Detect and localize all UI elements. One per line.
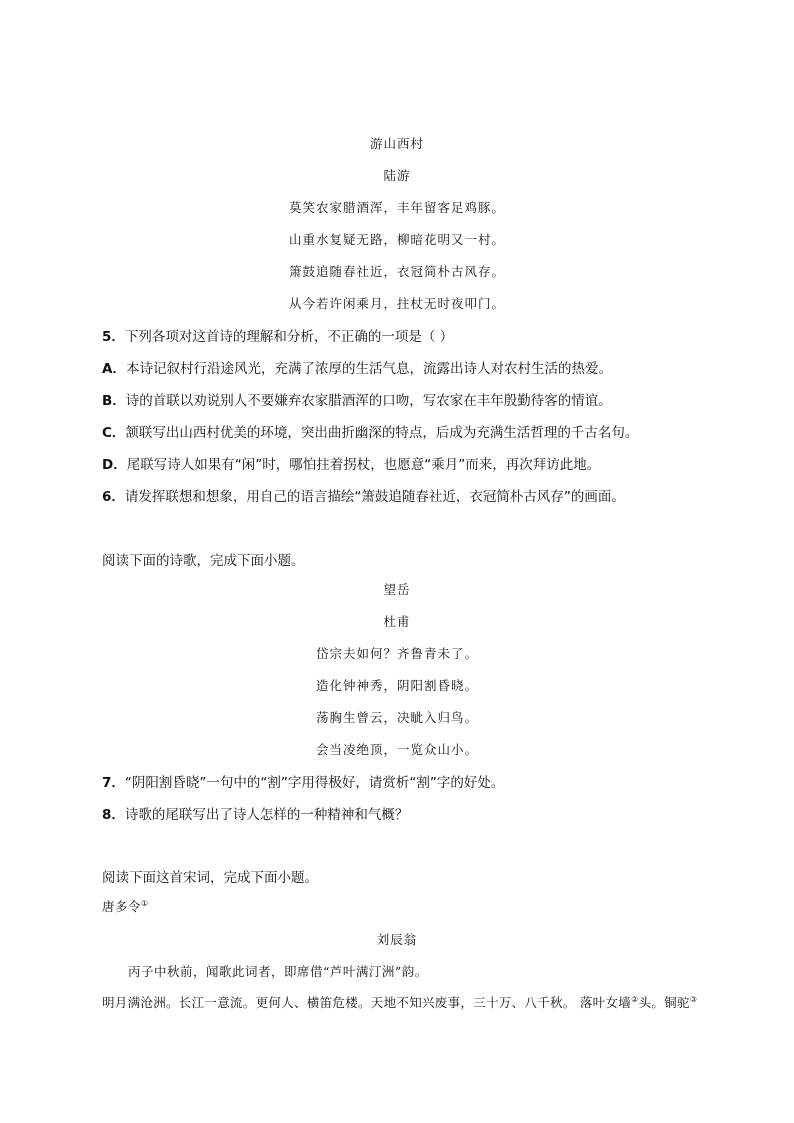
question-number: 6．: [102, 489, 125, 505]
ci-title-text: 唐多令: [102, 899, 142, 914]
poem-title: 望岳: [383, 582, 411, 597]
option-b: [102, 389, 612, 409]
poem-line: 从今若许闲乘月，拄杖无时夜叩门。: [288, 296, 505, 311]
option-text: 颔联写出山西村优美的环境，突出曲折幽深的特点，后成为充满生活哲理的千古名句。: [125, 425, 639, 441]
ci-line-text: 明月满沧洲。长江一意流。更何人、横笛危楼。天地不知兴废事，三十万、八千秋。 落叶女墙: [102, 995, 632, 1010]
poem-line: 会当凌绝顶，一览众山小。: [315, 742, 478, 757]
option-label: D．: [102, 457, 127, 473]
poem-line: 箫鼓追随春社近，衣冠简朴古风存。: [288, 264, 505, 279]
poem-title: 游山西村: [369, 136, 424, 151]
poem-line: 山重水复疑无路，柳暗花明又一村。: [288, 232, 505, 247]
ci-line: [102, 993, 697, 1011]
option-c: [102, 421, 638, 441]
option-label: B．: [102, 393, 126, 409]
section-intro: 阅读下面的诗歌，完成下面小题。: [102, 553, 305, 569]
question-5: [102, 325, 453, 345]
footnote-marker: ②: [631, 994, 639, 1004]
option-label: C．: [102, 425, 126, 441]
option-text: 尾联写诗人如果有“闲”时，哪怕拄着拐杖，也愿意“乘月”而来，再次拜访此地。: [126, 457, 601, 473]
question-number: 5．: [102, 329, 125, 345]
question-text: 下列各项对这首诗的理解和分析，不正确的一项是（ ）: [124, 329, 454, 345]
section-intro: 阅读下面这首宋词，完成下面小题。: [102, 870, 318, 886]
ci-line-text: 头。铜驼: [638, 995, 690, 1010]
ci-preface: 丙子中秋前，闻歌此词者，即席借“芦叶满汀洲”韵。: [128, 964, 428, 979]
ci-title: [102, 897, 149, 915]
question-text: “阴阳割昏晓”一句中的“割”字用得极好，请赏析“割”字的好处。: [124, 775, 505, 791]
poem-line: 造化钟神秀，阴阳割昏晓。: [315, 678, 478, 693]
question-number: 7．: [102, 775, 125, 791]
option-text: 诗的首联以劝说别人不要嫌弃农家腊酒浑的口吻，写农家在丰年殷勤待客的情谊。: [125, 393, 612, 409]
question-text: 诗歌的尾联写出了诗人怎样的一种精神和气概？: [124, 807, 409, 823]
question-7: [102, 771, 504, 791]
option-d: [102, 453, 600, 473]
question-8: [102, 803, 408, 823]
poem-author: 陆游: [383, 168, 411, 183]
footnote-marker: ①: [141, 898, 149, 908]
option-a: [102, 357, 612, 377]
question-6: [102, 485, 625, 505]
option-text: 本诗记叙村行沿途风光，充满了浓厚的生活气息，流露出诗人对农村生活的热爱。: [125, 361, 612, 377]
ci-author: 刘辰翁: [376, 932, 418, 947]
question-text: 请发挥联想和想象，用自己的语言描绘“箫鼓追随春社近，衣冠简朴古风存”的画面。: [124, 489, 625, 505]
footnote-marker: ③: [689, 994, 698, 1004]
question-number: 8．: [102, 807, 125, 823]
poem-line: 莫笑农家腊酒浑，丰年留客足鸡豚。: [288, 200, 505, 215]
poem-line: 荡胸生曾云，决眦入归鸟。: [315, 710, 478, 725]
poem-line: 岱宗夫如何？齐鲁青未了。: [315, 646, 478, 661]
poem-author: 杜甫: [383, 614, 411, 629]
option-label: A．: [102, 361, 126, 377]
